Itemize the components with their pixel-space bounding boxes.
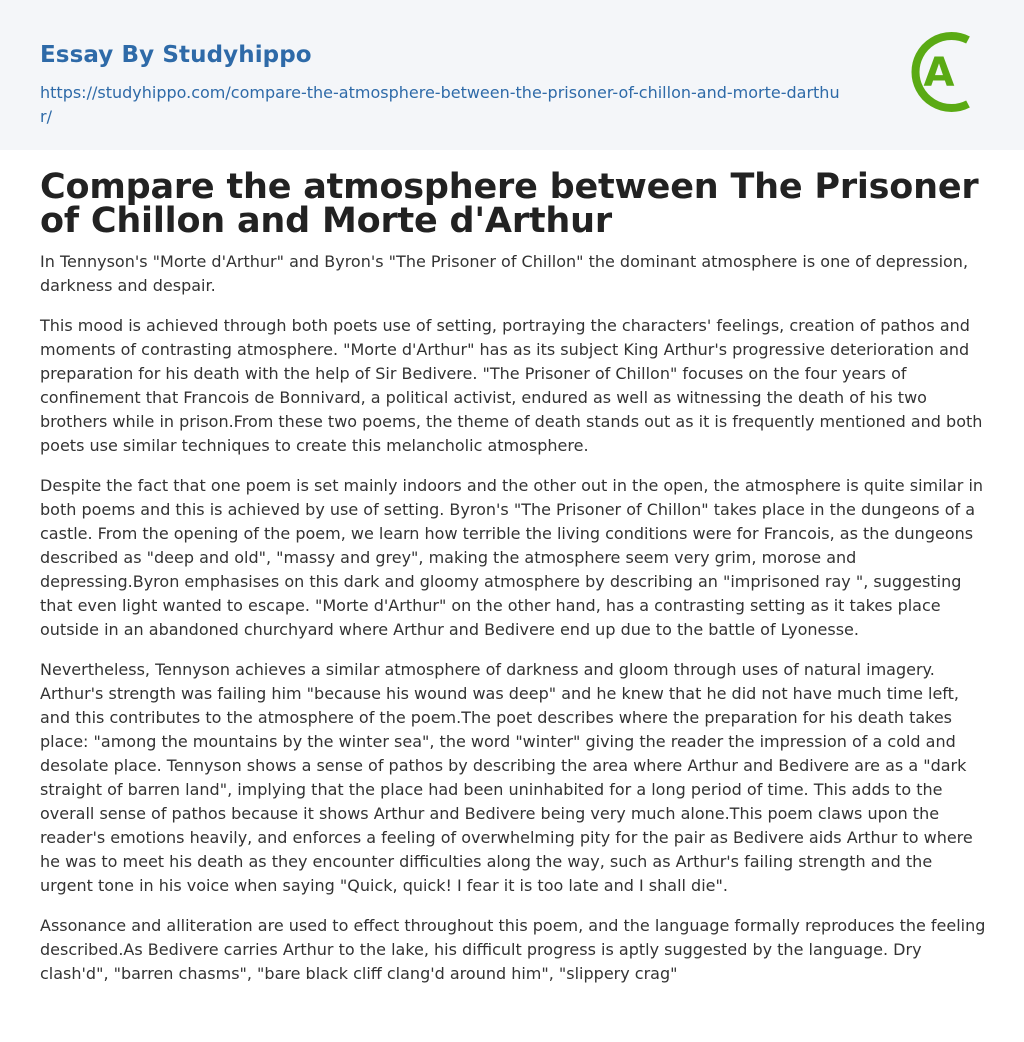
studyhippo-logo-icon[interactable] — [906, 28, 988, 116]
logo-letter: A — [923, 50, 955, 96]
essay-paragraph: Despite the fact that one poem is set mainly indoors and the other out in the open, the atmosphere is quite similar in both poems and this is achieved by use of setting. Byron's "The Prisoner of Chillon" takes place in the dungeons of a castle. From the opening of the poem, we learn how terrible the living conditions were for Francois, as the dungeons described as "deep and old", "massy and grey", making the atmosphere seem very grim, morose and depressing.Byron emphasises on this dark and gloomy atmosphere by describing an "imprisoned ray ", suggesting that even light wanted to escape. "Morte d'Arthur" on the other hand, has a contrasting setting as it takes place outside in an abandoned churchyard where Arthur and Bedivere end up due to the battle of Lyonesse. — [40, 476, 984, 639]
essay-paragraph: In Tennyson's "Morte d'Arthur" and Byron's "The Prisoner of Chillon" the dominant atmosphere is one of depression, darkness and despair. — [40, 252, 969, 295]
essay-body — [40, 250, 988, 986]
essay-article — [40, 167, 988, 1002]
essay-paragraph: This mood is achieved through both poets use of setting, portraying the characters' feelings, creation of pathos and moments of contrasting atmosphere. "Morte d'Arthur" has as its subject King Arthur's progressive deterioration and preparation for his death with the help of Sir Bedivere. "The Prisoner of Chillon" focuses on the four years of confinement that Francois de Bonnivard, a political activist, endured as well as witnessing the death of his two brothers while in prison.From these two poems, the theme of death stands out as it is frequently mentioned and both poets use similar techniques to create this melancholic atmosphere. — [40, 316, 983, 455]
source-url-link[interactable]: https://studyhippo.com/compare-the-atmosphere-between-the-prisoner-of-chillon-and-morte-darthur/ — [40, 83, 840, 126]
essay-title: Compare the atmosphere between The Prisoner of Chillon and Morte d'Arthur — [40, 167, 979, 241]
site-brand[interactable]: Essay By Studyhippo — [40, 42, 312, 68]
essay-paragraph: Assonance and alliteration are used to effect throughout this poem, and the language formally reproduces the feeling described.As Bedivere carries Arthur to the lake, his difficult progress is aptly suggested by the language. Dry clash'd", "barren chasms", "bare black cliff clang'd around him", "slippery crag" — [40, 916, 986, 983]
site-header — [0, 0, 1024, 150]
essay-paragraph: Nevertheless, Tennyson achieves a similar atmosphere of darkness and gloom through uses of natural imagery. Arthur's strength was failing him "because his wound was deep" and he knew that he did not have much time left, and this contributes to the atmosphere of the poem.The poet describes where the preparation for his death takes place: "among the mountains by the winter sea", the word "winter" giving the reader the impression of a cold and desolate place. Tennyson shows a sense of pathos by describing the area where Arthur and Bedivere are as a "dark straight of barren land", implying that the place had been uninhabited for a long period of time. This adds to the overall sense of pathos because it shows Arthur and Bedivere being very much alone.This poem claws upon the reader's emotions heavily, and enforces a feeling of overwhelming pity for the pair as Bedivere aids Arthur to where he was to meet his death as they encounter difficulties along the way, such as Arthur's failing strength and the urgent tone in his voice when saying "Quick, quick! I fear it is too late and I shall die". — [40, 660, 973, 895]
